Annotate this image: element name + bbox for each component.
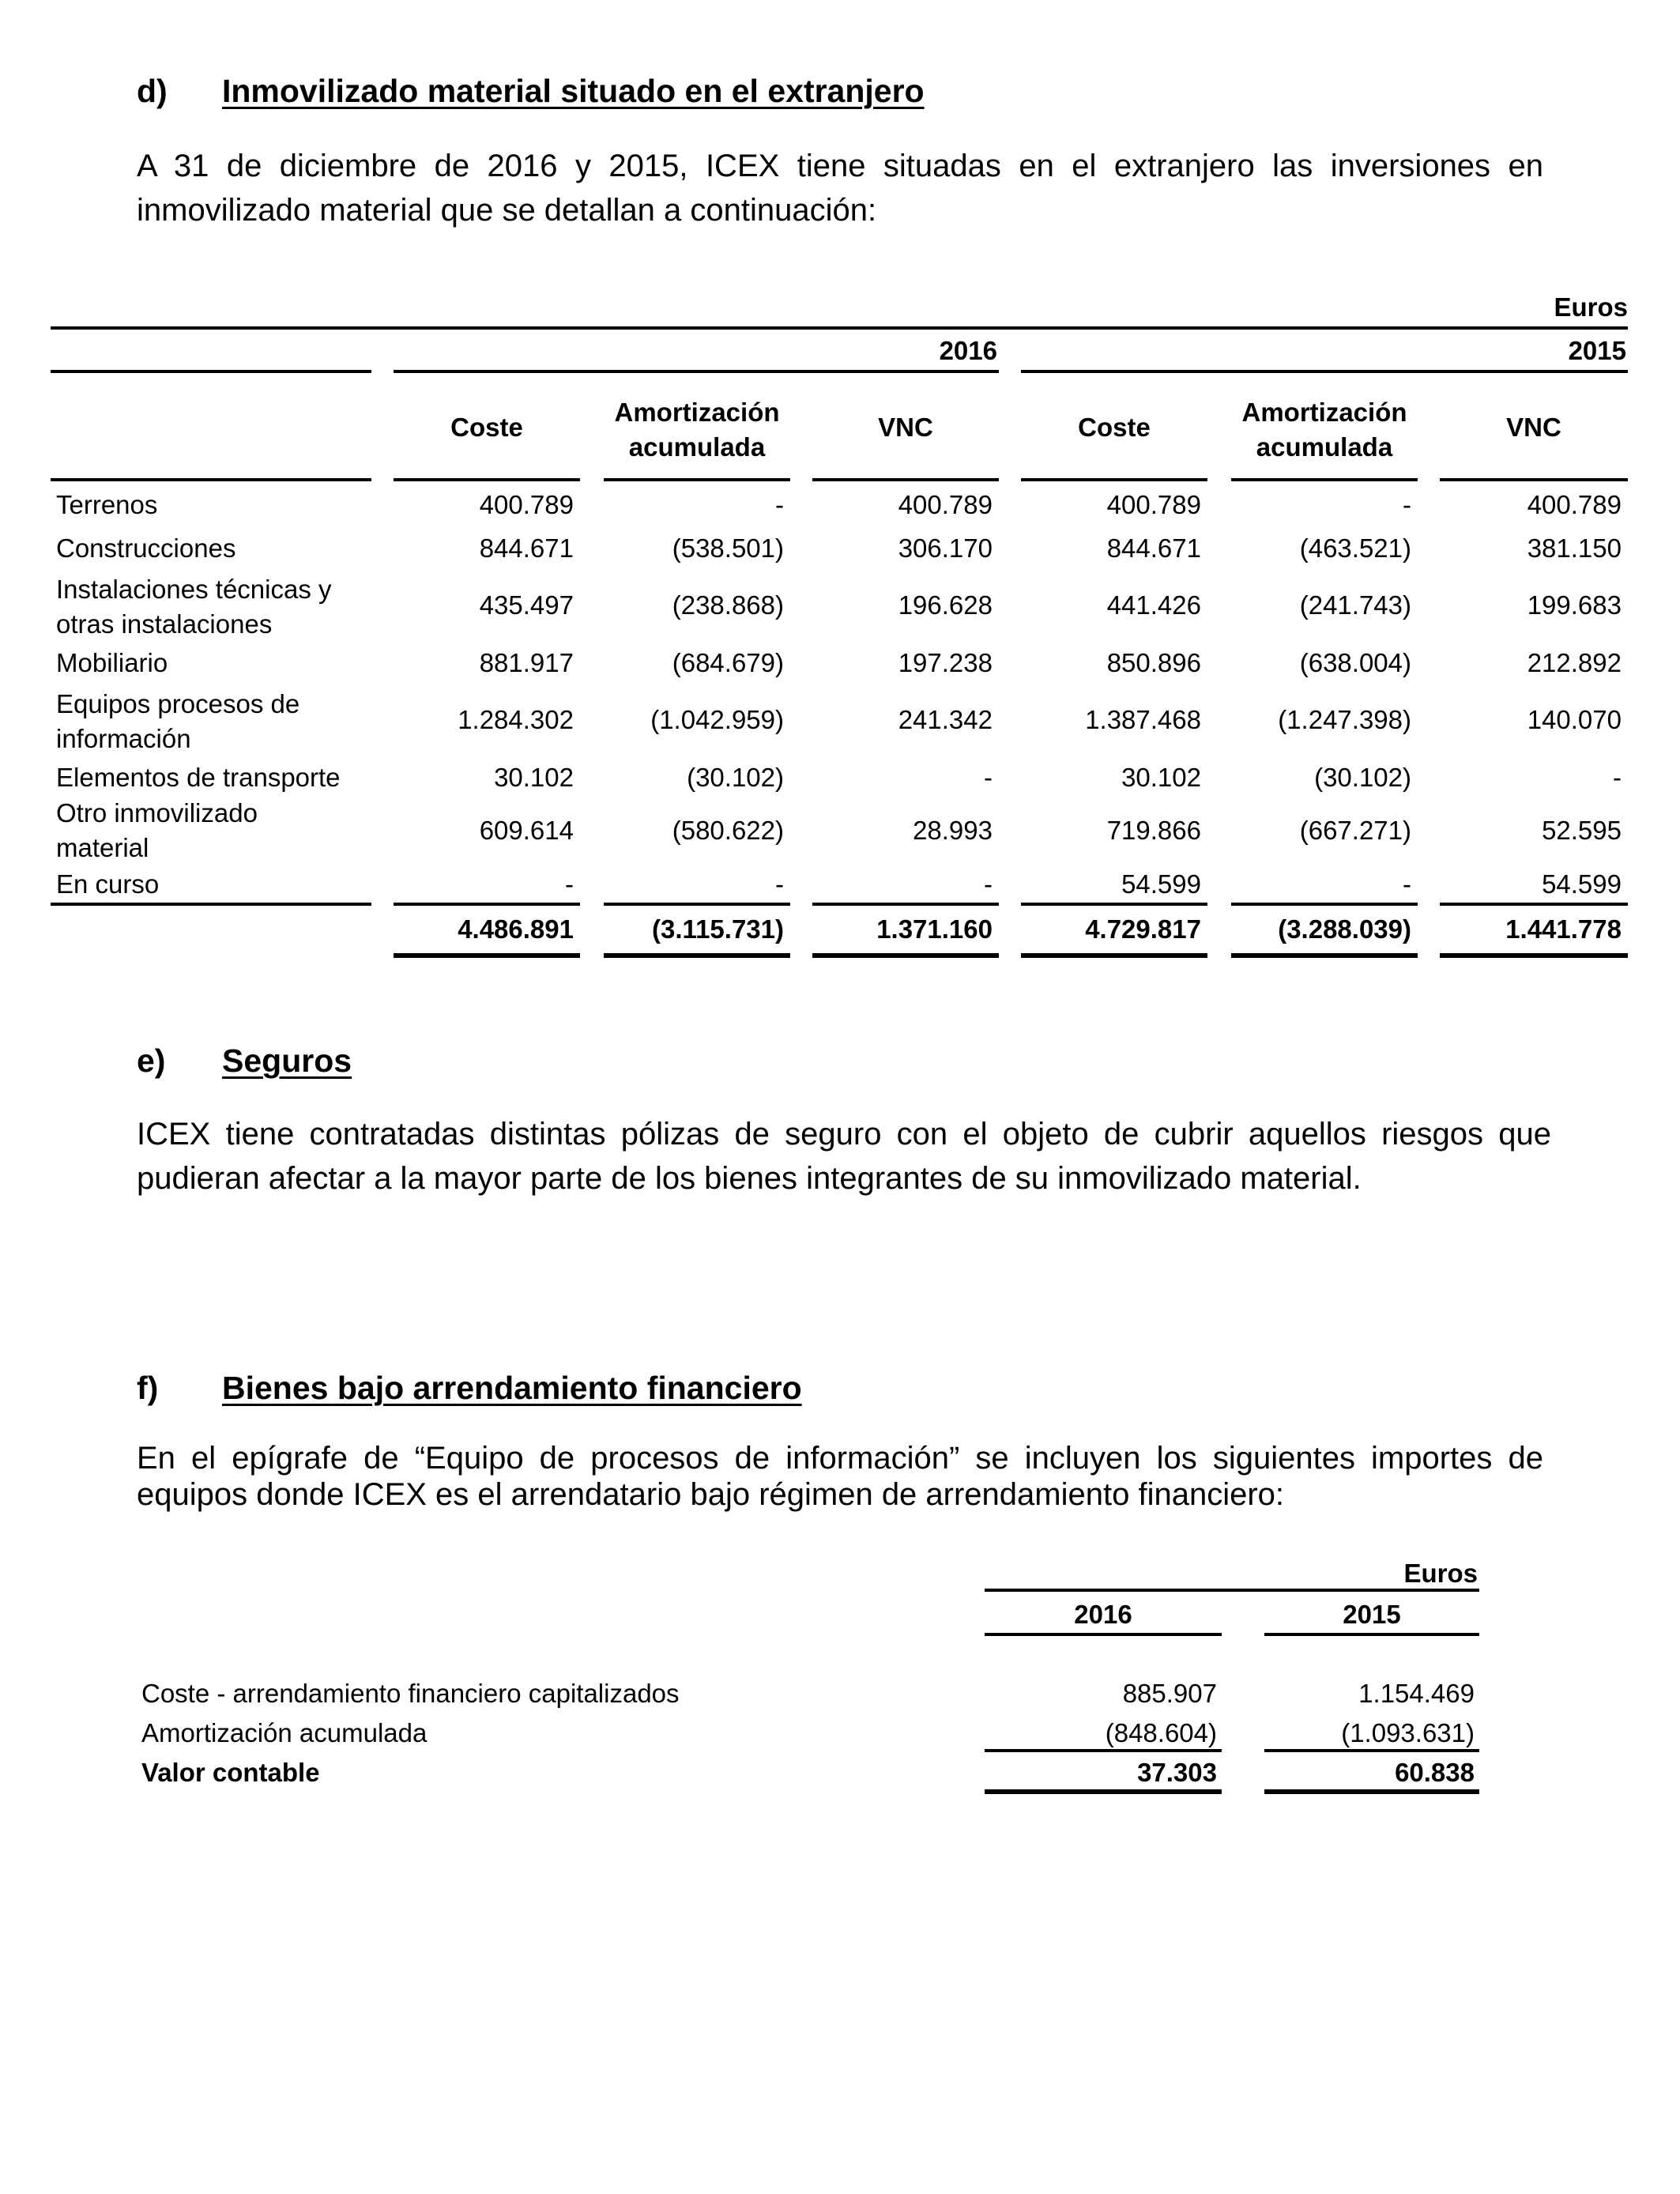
row-label: Mobiliario bbox=[56, 648, 168, 677]
cell: - bbox=[1403, 869, 1411, 899]
total-cell: 1.441.778 bbox=[1505, 914, 1622, 944]
table-d-header-rule bbox=[812, 478, 999, 481]
table-f-total-double-rule bbox=[1264, 1789, 1479, 1794]
table-f-top-rule bbox=[985, 1589, 1479, 1592]
table-d-header-rule bbox=[51, 478, 371, 481]
cell: 400.789 bbox=[479, 490, 574, 519]
header-vnc-2015: VNC bbox=[1506, 413, 1561, 442]
table-d-header-rule bbox=[1231, 478, 1418, 481]
cell: 199.683 bbox=[1527, 590, 1622, 620]
cell: (463.521) bbox=[1299, 533, 1411, 563]
table-d-top-rule bbox=[51, 326, 1628, 330]
table-f-total-cell: 37.303 bbox=[1137, 1758, 1217, 1787]
cell: 196.628 bbox=[898, 590, 993, 620]
header-amortizacion-2015: Amortización acumulada bbox=[1241, 398, 1407, 462]
table-d-subtotal-rule bbox=[1231, 903, 1418, 906]
row-label: Instalaciones técnicas y otras instalaciones bbox=[56, 575, 332, 639]
table-d-subtotal-rule bbox=[1440, 903, 1628, 906]
table-f-cell: (848.604) bbox=[1105, 1718, 1217, 1747]
cell: 850.896 bbox=[1106, 648, 1201, 677]
table-f-row-label-total: Valor contable bbox=[141, 1758, 320, 1787]
header-coste-2015: Coste bbox=[1078, 413, 1151, 442]
table-d-total-double-rule bbox=[1440, 953, 1628, 958]
section-e-letter: e) bbox=[137, 1042, 166, 1079]
section-d-title: Inmovilizado material situado en el extranjero bbox=[222, 73, 925, 109]
section-e-paragraph: ICEX tiene contratadas distintas pólizas de seguro con el objeto de cubrir aquellos riesgos que pudieran afectar a la mayor parte de los bienes integrantes de su inmovilizado material. bbox=[137, 1117, 1551, 1196]
cell: (30.102) bbox=[1314, 763, 1411, 792]
table-d-header-rule bbox=[1440, 478, 1628, 481]
cell: 435.497 bbox=[479, 590, 574, 620]
header-vnc-2016: VNC bbox=[878, 413, 933, 442]
cell: - bbox=[565, 869, 574, 899]
cell: - bbox=[775, 490, 784, 519]
cell: (241.743) bbox=[1299, 590, 1411, 620]
cell: 1.387.468 bbox=[1085, 705, 1201, 734]
row-label: Elementos de transporte bbox=[56, 763, 341, 792]
cell: - bbox=[1403, 490, 1411, 519]
cell: (667.271) bbox=[1299, 816, 1411, 845]
total-cell: (3.115.731) bbox=[652, 914, 784, 944]
table-d-header-rule bbox=[1021, 478, 1207, 481]
header-coste-2016: Coste bbox=[450, 413, 523, 442]
cell: 844.671 bbox=[1106, 533, 1201, 563]
cell: - bbox=[984, 869, 993, 899]
cell: 306.170 bbox=[898, 533, 993, 563]
cell: 719.866 bbox=[1106, 816, 1201, 845]
cell: (638.004) bbox=[1299, 648, 1411, 677]
cell: (538.501) bbox=[672, 533, 784, 563]
table-f-subtotal-rule bbox=[985, 1749, 1222, 1752]
cell: 52.595 bbox=[1542, 816, 1622, 845]
table-f-row-label: Amortización acumulada bbox=[141, 1718, 428, 1747]
table-d-subtotal-rule bbox=[812, 903, 999, 906]
table-d-subtotal-rule bbox=[604, 903, 790, 906]
cell: 30.102 bbox=[494, 763, 574, 792]
cell: 381.150 bbox=[1527, 533, 1622, 563]
section-d-letter: d) bbox=[137, 73, 168, 109]
row-label: Otro inmovilizado material bbox=[56, 798, 258, 862]
cell: 400.789 bbox=[898, 490, 993, 519]
cell: - bbox=[1613, 763, 1622, 792]
cell: - bbox=[775, 869, 784, 899]
table-f-cell: 885.907 bbox=[1122, 1679, 1217, 1708]
cell: 140.070 bbox=[1527, 705, 1622, 734]
table-f-year-2016: 2016 bbox=[1074, 1600, 1132, 1629]
cell: (30.102) bbox=[687, 763, 784, 792]
table-f-row-label: Coste - arrendamiento financiero capitalizados bbox=[141, 1679, 680, 1708]
cell: 441.426 bbox=[1106, 590, 1201, 620]
cell: (684.679) bbox=[672, 648, 784, 677]
section-f-letter: f) bbox=[137, 1370, 159, 1406]
table-d-total-double-rule bbox=[1021, 953, 1207, 958]
section-e-title: Seguros bbox=[222, 1042, 352, 1079]
cell: (580.622) bbox=[672, 816, 784, 845]
cell: 54.599 bbox=[1542, 869, 1622, 899]
cell: 1.284.302 bbox=[458, 705, 574, 734]
section-f-paragraph: En el epígrafe de “Equipo de procesos de información” se incluyen los siguientes importes de equipos donde ICEX es el arrendatario bajo régimen de arrendamiento financiero: bbox=[137, 1441, 1543, 1512]
row-label: Terrenos bbox=[56, 490, 158, 519]
total-cell: 4.486.891 bbox=[458, 914, 574, 944]
table-d-year-rule-2015 bbox=[1021, 370, 1628, 373]
total-cell: 4.729.817 bbox=[1085, 914, 1201, 944]
cell: 400.789 bbox=[1527, 490, 1622, 519]
section-f-title: Bienes bajo arrendamiento financiero bbox=[222, 1370, 802, 1406]
table-d-header-rule bbox=[394, 478, 580, 481]
table-f-cell: (1.093.631) bbox=[1341, 1718, 1475, 1747]
table-d-year-rule-2016 bbox=[394, 370, 999, 373]
cell: 30.102 bbox=[1121, 763, 1201, 792]
cell: 844.671 bbox=[479, 533, 574, 563]
table-f-year-rule bbox=[1264, 1633, 1479, 1636]
table-d-year-2016: 2016 bbox=[939, 336, 997, 365]
table-f-total-cell: 60.838 bbox=[1395, 1758, 1475, 1787]
table-f-total-double-rule bbox=[985, 1789, 1222, 1794]
section-d-paragraph: A 31 de diciembre de 2016 y 2015, ICEX tiene situadas en el extranjero las inversiones en inmovilizado material que se detallan a continuación: bbox=[137, 149, 1543, 228]
table-d-currency: Euros bbox=[1554, 292, 1628, 322]
table-d-subtotal-rule bbox=[51, 903, 371, 906]
table-d-total-double-rule bbox=[604, 953, 790, 958]
table-f-year-rule bbox=[985, 1633, 1222, 1636]
total-cell: 1.371.160 bbox=[876, 914, 993, 944]
cell: 197.238 bbox=[898, 648, 993, 677]
table-f-year-2015: 2015 bbox=[1343, 1600, 1401, 1629]
row-label: Construcciones bbox=[56, 533, 236, 563]
row-label: Equipos procesos de información bbox=[56, 689, 300, 753]
table-f-currency: Euros bbox=[1403, 1559, 1478, 1588]
cell: 28.993 bbox=[913, 816, 993, 845]
cell: (1.042.959) bbox=[650, 705, 784, 734]
cell: (238.868) bbox=[672, 590, 784, 620]
table-d-subtotal-rule bbox=[394, 903, 580, 906]
cell: 241.342 bbox=[898, 705, 993, 734]
cell: (1.247.398) bbox=[1278, 705, 1411, 734]
table-d-year-rule-label bbox=[51, 370, 371, 373]
cell: 54.599 bbox=[1121, 869, 1201, 899]
cell: 609.614 bbox=[479, 816, 574, 845]
table-d-subtotal-rule bbox=[1021, 903, 1207, 906]
table-d-total-double-rule bbox=[812, 953, 999, 958]
table-d-total-double-rule bbox=[394, 953, 580, 958]
table-f-cell: 1.154.469 bbox=[1358, 1679, 1475, 1708]
cell: - bbox=[984, 763, 993, 792]
cell: 212.892 bbox=[1527, 648, 1622, 677]
header-amortizacion-2016: Amortización acumulada bbox=[614, 398, 780, 462]
cell: 881.917 bbox=[479, 648, 574, 677]
table-d-year-2015: 2015 bbox=[1568, 336, 1626, 365]
row-label: En curso bbox=[56, 869, 160, 899]
table-d-header-rule bbox=[604, 478, 790, 481]
cell: 400.789 bbox=[1106, 490, 1201, 519]
table-f-subtotal-rule bbox=[1264, 1749, 1479, 1752]
total-cell: (3.288.039) bbox=[1278, 914, 1411, 944]
table-d-total-double-rule bbox=[1231, 953, 1418, 958]
